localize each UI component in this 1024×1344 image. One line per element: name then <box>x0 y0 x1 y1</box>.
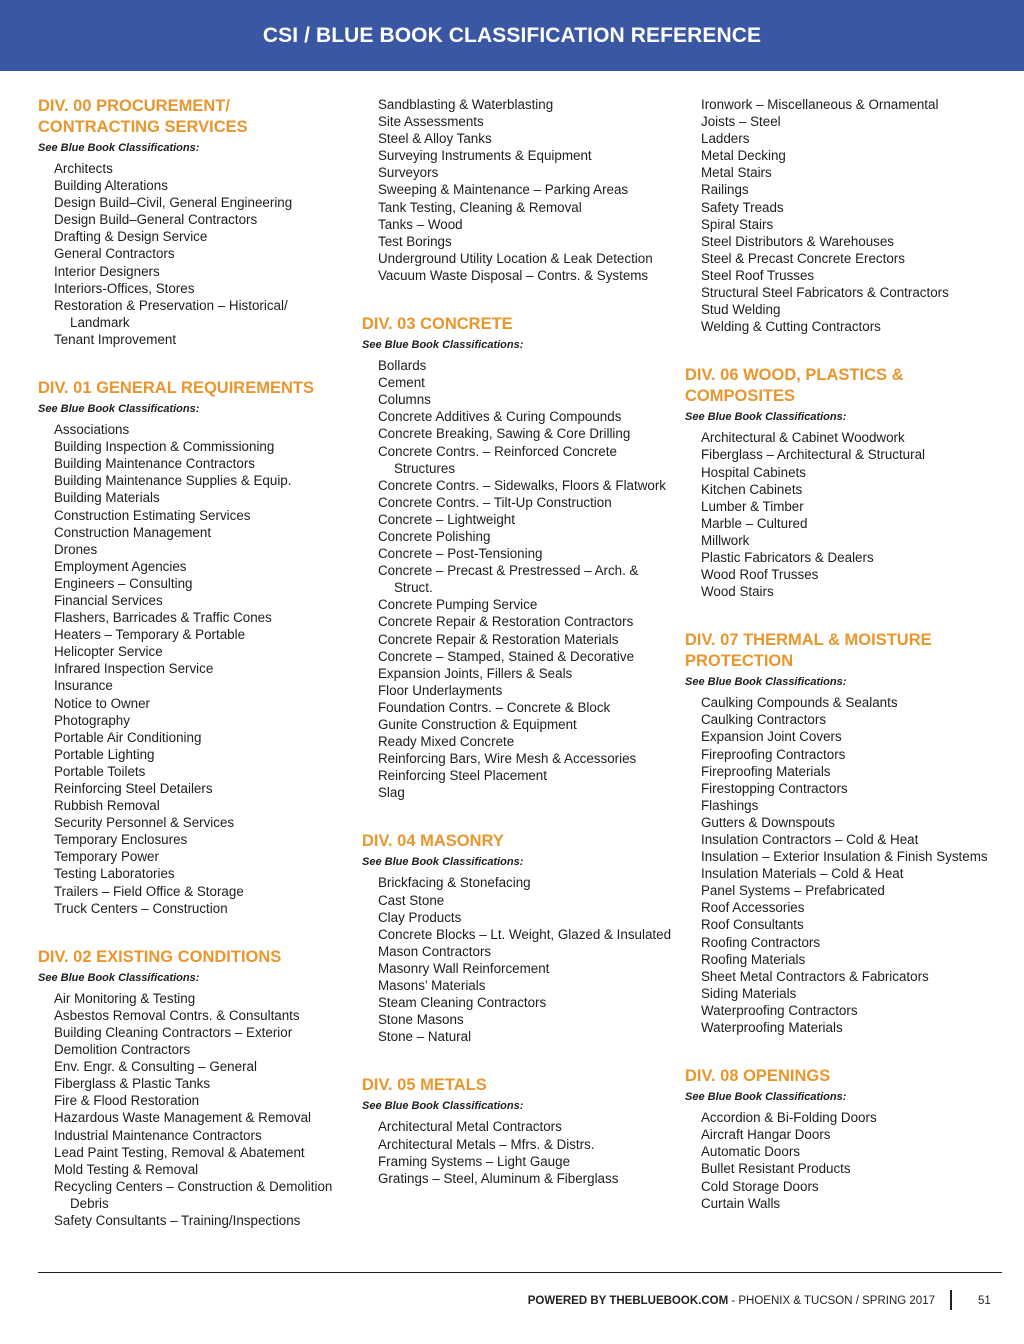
see-label: See Blue Book Classifications: <box>685 411 847 424</box>
classification-item: Plastic Fabricators & Dealers <box>701 549 874 565</box>
classification-item: Steel Roof Trusses <box>701 267 815 283</box>
classification-item: Site Assessments <box>378 114 484 130</box>
classification-item: Flashers, Barricades & Traffic Cones <box>54 610 272 626</box>
classification-list <box>685 96 1005 335</box>
column-1 <box>38 96 338 1229</box>
classification-item: Curtain Walls <box>701 1195 781 1211</box>
classification-item: Panel Systems – Prefabricated <box>701 883 885 899</box>
classification-item: Env. Engr. & Consulting – General <box>54 1059 257 1075</box>
classification-item: Lumber & Timber <box>701 498 804 514</box>
classification-item: Portable Toilets <box>54 763 146 779</box>
see-label: See Blue Book Classifications: <box>38 403 200 416</box>
division-02-continued <box>362 96 672 284</box>
classification-item: Fireproofing Materials <box>701 763 831 779</box>
classification-item: Aircraft Hangar Doors <box>701 1127 831 1143</box>
classification-item: Spiral Stairs <box>701 216 774 232</box>
division-heading: DIV. 00 PROCUREMENT/ CONTRACTING SERVICES <box>38 97 248 136</box>
classification-item: Associations <box>54 422 130 438</box>
see-label: See Blue Book Classifications: <box>685 676 847 689</box>
classification-item: Fire & Flood Restoration <box>54 1093 200 1109</box>
classification-item: Concrete – Post-Tensioning <box>378 546 543 562</box>
classification-item: Insulation Materials – Cold & Heat <box>701 866 904 882</box>
classification-item: Architectural Metal Contractors <box>378 1119 562 1135</box>
division-01 <box>38 378 338 917</box>
classification-item: Structural Steel Fabricators & Contractors <box>701 285 949 301</box>
division-07 <box>685 630 1005 1036</box>
classification-item: Building Alterations <box>54 178 168 194</box>
classification-item: Testing Laboratories <box>54 866 175 882</box>
division-heading: DIV. 07 THERMAL & MOISTURE PROTECTION <box>685 631 932 671</box>
classification-item: Tenant Improvement <box>54 331 177 347</box>
classification-list <box>38 421 338 917</box>
classification-item: Hazardous Waste Management & Removal <box>54 1110 312 1126</box>
classification-item: Brickfacing & Stonefacing <box>378 875 531 891</box>
classification-item: Helicopter Service <box>54 644 163 660</box>
classification-item: Joists – Steel <box>701 114 781 130</box>
classification-item: Concrete Additives & Curing Compounds <box>378 409 622 425</box>
classification-item: Building Cleaning Contractors – Exterior <box>54 1024 293 1040</box>
classification-item: Reinforcing Bars, Wire Mesh & Accessories <box>378 751 637 767</box>
see-label: See Blue Book Classifications: <box>362 856 524 869</box>
classification-item: Industrial Maintenance Contractors <box>54 1127 262 1143</box>
classification-item: Fireproofing Contractors <box>701 746 846 762</box>
classification-item: Steam Cleaning Contractors <box>378 995 547 1011</box>
classification-item: Siding Materials <box>701 985 797 1001</box>
classification-item: Floor Underlayments <box>378 682 503 698</box>
classification-item: Recycling Centers – Construction & Demolition Debris <box>54 1178 333 1211</box>
classification-item: Mason Contractors <box>378 943 492 959</box>
classification-item: Roofing Materials <box>701 951 806 967</box>
classification-list <box>362 357 672 801</box>
classification-list <box>38 990 338 1229</box>
footer-separator <box>950 1290 952 1310</box>
classification-item: Architectural & Cabinet Woodwork <box>701 430 905 446</box>
classification-item: Sweeping & Maintenance – Parking Areas <box>378 182 629 198</box>
see-label: See Blue Book Classifications: <box>685 1091 847 1104</box>
classification-list <box>685 429 1005 600</box>
classification-item: Bullet Resistant Products <box>701 1161 851 1177</box>
footer-edition: - PHOENIX & TUCSON / SPRING 2017 <box>728 1295 935 1307</box>
classification-item: Ready Mixed Concrete <box>378 734 515 750</box>
footer-divider <box>38 1272 1002 1273</box>
classification-item: Waterproofing Contractors <box>701 1002 858 1018</box>
page-number: 51 <box>978 1295 991 1307</box>
classification-item: Surveying Instruments & Equipment <box>378 148 592 164</box>
classification-item: Insurance <box>54 678 113 694</box>
classification-item: Architects <box>54 161 113 176</box>
classification-item: Asbestos Removal Contrs. & Consultants <box>54 1007 300 1023</box>
classification-item: Stone – Natural <box>378 1029 472 1045</box>
classification-item: Metal Decking <box>701 148 786 164</box>
classification-item: Roofing Contractors <box>701 934 821 950</box>
classification-item: Marble – Cultured <box>701 515 808 531</box>
classification-item: Caulking Compounds & Sealants <box>701 695 898 711</box>
classification-item: Truck Centers – Construction <box>54 900 228 916</box>
classification-item: Ladders <box>701 131 750 147</box>
column-3 <box>685 96 1005 1212</box>
division-00 <box>38 96 338 348</box>
classification-item: Concrete – Lightweight <box>378 511 515 527</box>
classification-item: Sandblasting & Waterblasting <box>378 97 554 112</box>
classification-item: Safety Treads <box>701 199 784 215</box>
classification-item: Accordion & Bi-Folding Doors <box>701 1110 877 1126</box>
classification-item: Clay Products <box>378 909 462 925</box>
classification-item: Design Build–General Contractors <box>54 212 258 228</box>
classification-item: Expansion Joint Covers <box>701 729 842 745</box>
classification-item: Metal Stairs <box>701 165 772 181</box>
classification-item: Gratings – Steel, Aluminum & Fiberglass <box>378 1170 619 1186</box>
classification-list <box>362 96 672 284</box>
classification-item: Test Borings <box>378 233 452 249</box>
classification-item: Expansion Joints, Fillers & Seals <box>378 665 573 681</box>
classification-item: Waterproofing Materials <box>701 1020 843 1036</box>
classification-item: Interior Designers <box>54 263 160 279</box>
classification-item: Construction Management <box>54 524 212 540</box>
classification-item: Masonry Wall Reinforcement <box>378 960 550 976</box>
division-03 <box>362 314 672 801</box>
classification-item: Cast Stone <box>378 892 445 908</box>
classification-list <box>685 694 1005 1036</box>
classification-item: Automatic Doors <box>701 1144 800 1160</box>
classification-item: Vacuum Waste Disposal – Contrs. & Systems <box>378 267 649 283</box>
classification-item: Tanks – Wood <box>378 216 463 232</box>
classification-item: Design Build–Civil, General Engineering <box>54 195 293 211</box>
classification-item: Firestopping Contractors <box>701 780 848 796</box>
classification-item: Reinforcing Steel Detailers <box>54 781 213 796</box>
footer-brand: POWERED BY THEBLUEBOOK.COM <box>527 1295 729 1307</box>
column-2 <box>362 96 672 1187</box>
classification-item: Railings <box>701 182 749 198</box>
classification-item: Heaters – Temporary & Portable <box>54 627 246 643</box>
classification-item: Gunite Construction & Equipment <box>378 717 577 732</box>
classification-item: Columns <box>378 392 431 408</box>
classification-item: Photography <box>54 712 130 728</box>
classification-item: Slag <box>378 785 405 801</box>
classification-item: Portable Air Conditioning <box>54 729 202 745</box>
classification-item: Employment Agencies <box>54 558 187 574</box>
division-02 <box>38 947 338 1229</box>
page-banner <box>0 0 1024 71</box>
classification-item: Foundation Contrs. – Concrete & Block <box>378 699 611 715</box>
classification-item: Engineers – Consulting <box>54 575 193 591</box>
classification-item: Trailers – Field Office & Storage <box>54 883 244 899</box>
classification-item: Steel & Alloy Tanks <box>378 131 492 147</box>
classification-item: Cement <box>378 375 425 391</box>
classification-item: Wood Stairs <box>701 584 774 600</box>
classification-item: Concrete Contrs. – Reinforced Concrete Structures <box>378 443 617 476</box>
classification-item: Financial Services <box>54 592 163 608</box>
division-04 <box>362 831 672 1045</box>
classification-item: Underground Utility Location & Leak Detection <box>378 250 653 266</box>
classification-item: Tank Testing, Cleaning & Removal <box>378 199 582 215</box>
classification-item: Surveyors <box>378 165 439 181</box>
division-heading: DIV. 01 GENERAL REQUIREMENTS <box>38 379 314 398</box>
classification-item: Stud Welding <box>701 302 781 318</box>
classification-item: Building Maintenance Contractors <box>54 456 255 472</box>
classification-item: Roof Consultants <box>701 917 804 933</box>
classification-item: Temporary Enclosures <box>54 832 188 848</box>
classification-list <box>362 1118 672 1186</box>
classification-item: Concrete Breaking, Sawing & Core Drilling <box>378 426 631 442</box>
classification-item: Safety Consultants – Training/Inspections <box>54 1212 301 1228</box>
see-label: See Blue Book Classifications: <box>362 339 524 352</box>
classification-item: Roof Accessories <box>701 900 805 916</box>
see-label: See Blue Book Classifications: <box>38 142 200 154</box>
classification-item: Concrete – Stamped, Stained & Decorative <box>378 648 635 664</box>
classification-item: Gutters & Downspouts <box>701 814 835 830</box>
classification-item: Concrete Polishing <box>378 528 491 544</box>
classification-item: Fiberglass & Plastic Tanks <box>54 1076 211 1092</box>
classification-item: Concrete Blocks – Lt. Weight, Glazed & Insulated <box>378 926 672 942</box>
classification-item: Demolition Contractors <box>54 1042 191 1058</box>
classification-item: Ironwork – Miscellaneous & Ornamental <box>701 97 939 112</box>
classification-item: Architectural Metals – Mfrs. & Distrs. <box>378 1136 595 1152</box>
classification-item: Interiors-Offices, Stores <box>54 280 195 296</box>
classification-item: Hospital Cabinets <box>701 464 806 480</box>
footer-credit <box>528 1293 935 1309</box>
classification-list <box>38 160 338 348</box>
classification-item: Bollards <box>378 358 427 374</box>
classification-item: Construction Estimating Services <box>54 507 251 523</box>
classification-item: Wood Roof Trusses <box>701 567 819 583</box>
classification-item: Concrete Repair & Restoration Contractors <box>378 614 634 630</box>
classification-item: Portable Lighting <box>54 746 155 762</box>
classification-item: Cold Storage Doors <box>701 1178 819 1194</box>
classification-item: Concrete – Precast & Prestressed – Arch. & Struct. <box>378 563 639 596</box>
division-05-continued <box>685 96 1005 335</box>
classification-item: Reinforcing Steel Placement <box>378 768 547 784</box>
classification-item: Concrete Pumping Service <box>378 597 538 613</box>
classification-item: Drones <box>54 541 98 557</box>
division-heading: DIV. 04 MASONRY <box>362 832 504 851</box>
classification-item: Steel Distributors & Warehouses <box>701 233 895 249</box>
division-06 <box>685 365 1005 600</box>
classification-item: Stone Masons <box>378 1012 464 1028</box>
division-heading: DIV. 08 OPENINGS <box>685 1067 831 1086</box>
classification-item: Welding & Cutting Contractors <box>701 319 881 335</box>
classification-item: Flashings <box>701 797 759 813</box>
classification-list <box>685 1109 1005 1212</box>
division-08 <box>685 1066 1005 1212</box>
classification-item: Caulking Contractors <box>701 712 827 728</box>
classification-item: Air Monitoring & Testing <box>54 990 196 1006</box>
classification-item: Temporary Power <box>54 849 159 865</box>
classification-item: Framing Systems – Light Gauge <box>378 1153 571 1169</box>
page-title: CSI / BLUE BOOK CLASSIFICATION REFERENCE <box>262 24 762 47</box>
classification-item: General Contractors <box>54 246 175 262</box>
classification-item: Mold Testing & Removal <box>54 1161 199 1177</box>
classification-item: Building Maintenance Supplies & Equip. <box>54 473 292 489</box>
classification-item: Lead Paint Testing, Removal & Abatement <box>54 1144 305 1160</box>
division-heading: DIV. 03 CONCRETE <box>362 315 513 334</box>
classification-item: Insulation – Exterior Insulation & Finish Systems <box>701 849 988 865</box>
classification-item: Notice to Owner <box>54 695 151 711</box>
see-label: See Blue Book Classifications: <box>38 971 200 984</box>
classification-item: Rubbish Removal <box>54 798 160 814</box>
classification-item: Fiberglass – Architectural & Structural <box>701 447 926 463</box>
classification-item: Millwork <box>701 532 750 548</box>
classification-item: Steel & Precast Concrete Erectors <box>701 250 905 266</box>
classification-item: Concrete Contrs. – Tilt-Up Construction <box>378 494 612 510</box>
classification-item: Building Inspection & Commissioning <box>54 439 275 455</box>
classification-item: Sheet Metal Contractors & Fabricators <box>701 968 929 984</box>
classification-item: Kitchen Cabinets <box>701 481 803 497</box>
classification-item: Concrete Repair & Restoration Materials <box>378 631 619 647</box>
classification-item: Drafting & Design Service <box>54 229 208 245</box>
classification-item: Restoration & Preservation – Historical/ Landmark <box>54 297 288 330</box>
classification-item: Security Personnel & Services <box>54 815 235 831</box>
division-05 <box>362 1075 672 1186</box>
division-heading: DIV. 02 EXISTING CONDITIONS <box>38 947 282 966</box>
classification-item: Building Materials <box>54 490 160 506</box>
classification-item: Masons’ Materials <box>378 978 486 994</box>
division-heading: DIV. 05 METALS <box>362 1076 487 1095</box>
classification-list <box>362 874 672 1045</box>
division-heading: DIV. 06 WOOD, PLASTICS & COMPOSITES <box>685 366 904 406</box>
classification-item: Concrete Contrs. – Sidewalks, Floors & Flatwork <box>378 477 666 493</box>
classification-item: Infrared Inspection Service <box>54 661 214 677</box>
see-label: See Blue Book Classifications: <box>362 1100 524 1113</box>
classification-item: Insulation Contractors – Cold & Heat <box>701 832 919 847</box>
